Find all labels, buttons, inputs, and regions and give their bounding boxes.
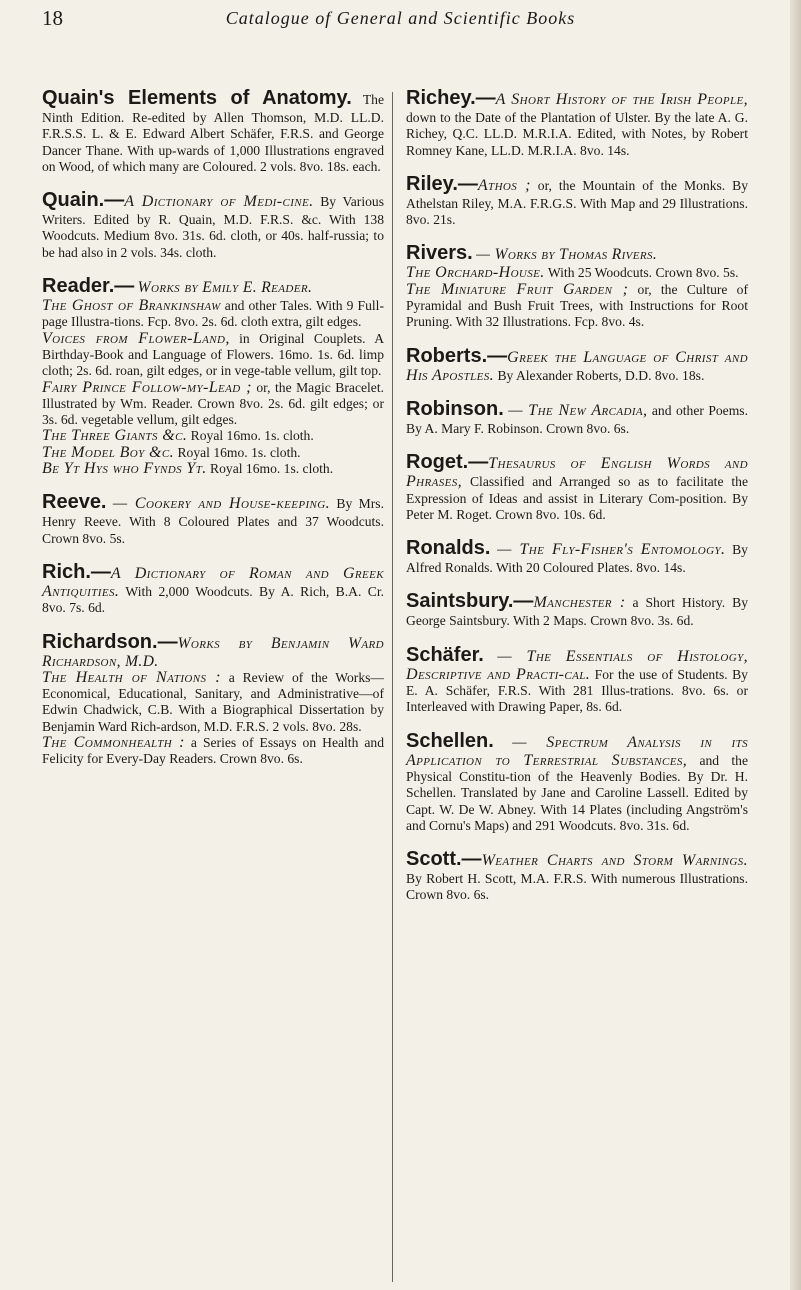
entry-reader <box>42 274 384 477</box>
entry-text: Classified and Arranged so as to facilitate the Expression of Ideas and assist in Literary Com-position. By Peter M. Roget. Crown 8vo. 10s. 6d. <box>406 474 748 522</box>
entry-text: and the Physical Constitu-tion of the Heavenly Bodies. By Dr. H. Schellen. Translated by Jane and Caroline Lassell. Edited by Capt. W. De W. Abney. With 14 Plates (including Angström's and Cornu's Maps) and 291 Woodcuts. 8vo. 31s. 6d. <box>406 752 748 833</box>
book-title: Manchester : <box>533 594 626 612</box>
entry-text: or, the Culture of Pyramidal and Bush Fruit Trees, with Instructions for Root Pruning. With 32 Illustrations. Fcp. 8vo. 4s. <box>406 281 748 330</box>
right-column <box>406 86 748 917</box>
headword: Saintsbury.— <box>406 590 534 613</box>
book-title: — The Essentials of Histology, Descriptive and Practi-cal. <box>406 647 748 683</box>
entry-quains-elements <box>42 86 384 175</box>
book-title: A Short History of the Irish People, <box>495 91 748 108</box>
headword: Reeve. <box>42 491 107 514</box>
left-column <box>42 86 384 781</box>
headword: Robinson. <box>406 397 504 420</box>
book-title: The Miniature Fruit Garden ; <box>406 280 629 298</box>
entry-roget <box>406 450 748 523</box>
headword: Richey.— <box>406 87 496 109</box>
entry-text: and other Poems. By A. Mary F. Robinson. Crown 8vo. 6s. <box>406 402 748 436</box>
headword: Scott.— <box>406 848 482 871</box>
entry-text: By Mrs. Henry Reeve. With 8 Coloured Plates and 37 Woodcuts. Crown 8vo. 5s. <box>42 496 384 546</box>
entry-roberts <box>406 344 748 384</box>
headword: Roget.— <box>406 451 489 474</box>
book-title: Be Yt Hys who Fynds Yt. <box>42 460 207 478</box>
entry-text: With 25 Woodcuts. Crown 8vo. 5s. <box>547 265 739 281</box>
entry-text: or, the Magic Bracelet. Illustrated by Wm. Reader. Crown 8vo. 2s. 6d. gilt edges; or 3s. 6d. vegetable vellum, gilt edges. <box>42 379 384 428</box>
running-header: Catalogue of General and Scientific Books <box>225 8 576 28</box>
headword: Roberts.— <box>406 344 508 367</box>
headword: Schäfer. <box>406 643 484 666</box>
headword: Schellen. <box>406 729 494 752</box>
entry-text: down to the Date of the Plantation of Ulster. By the late A. G. Richey, Q.C. LL.D. M.R.I.A. Edited, with Notes, by Robert Romney Kane, LL.D. M.R.I.A. 8vo. 14s. <box>406 110 748 158</box>
book-title: Greek the Language of Christ and His Apostles. <box>406 348 748 384</box>
entry-ronalds <box>406 536 748 576</box>
book-title: Fairy Prince Follow-my-Lead ; <box>42 378 252 396</box>
headword: Reader.— <box>42 275 135 298</box>
entry-robinson <box>406 397 748 437</box>
entry-reeve <box>42 490 384 547</box>
column-divider <box>392 92 393 1282</box>
book-title: The Three Giants &c. <box>42 427 188 445</box>
book-title: Thesaurus of English Words and Phrases, <box>406 455 748 491</box>
entry-text: By Alfred Ronalds. With 20 Coloured Plates. 8vo. 14s. <box>406 542 748 576</box>
entry-text: or, the Mountain of the Monks. By Athelstan Riley, M.A. F.R.G.S. With Map and 29 Illustrations. 8vo. 21s. <box>406 177 748 228</box>
entry-riley <box>406 172 748 229</box>
book-title: — The New Arcadia, <box>508 401 648 419</box>
entry-text: a Short History. By George Saintsbury. With 2 Maps. Crown 8vo. 3s. 6d. <box>406 595 748 629</box>
headword: Richardson.— <box>42 630 178 653</box>
book-title: — Spectrum Analysis in its Application to Terrestrial Substances, <box>406 733 748 769</box>
entry-text: Royal 16mo. 1s. cloth. <box>210 461 334 477</box>
entry-text: a Review of the Works—Economical, Educational, Sanitary, and Administrative—of Edwin Chadwick, C.B. With a Biographical Dissertation by Benjamin Ward Rich-ardson, M.D. F.R.S. 2 vols. 8vo. 28s. <box>42 669 384 734</box>
entry-saintsbury <box>406 589 748 629</box>
entry-text: a Series of Essays on Health and Felicity for Every-Day Readers. Crown 8vo. 6s. <box>42 735 385 767</box>
book-title: The Model Boy &c. <box>42 443 175 461</box>
book-title: — The Fly-Fisher's Entomology. <box>497 541 726 559</box>
works-heading: — Works by Thomas Rivers. <box>476 246 658 264</box>
entry-richardson <box>42 630 384 768</box>
headword: Ronalds. <box>406 537 491 560</box>
entry-text: By Robert H. Scott, M.A. F.R.S. With numerous Illustrations. Crown 8vo. 6s. <box>406 871 748 903</box>
book-title: A Dictionary of Medi-cine. <box>124 193 314 211</box>
entry-rich <box>42 560 384 617</box>
entry-text: in Original Couplets. A Birthday-Book and Language of Flowers. 16mo. 1s. 6d. limp cloth; 2s. 6d. roan, gilt edges, or in vege-table vellum, gilt top. <box>42 330 385 379</box>
book-title: A Dictionary of Roman and Greek Antiquities. <box>42 564 384 600</box>
entry-richey <box>406 86 748 159</box>
entry-text: With 2,000 Woodcuts. By A. Rich, B.A. Cr. 8vo. 7s. 6d. <box>42 583 384 616</box>
book-title: The Orchard-House. <box>406 264 545 282</box>
headword: Quain.— <box>42 189 125 212</box>
page-edge-shadow <box>790 0 801 1290</box>
entry-text: The Ninth Edition. Re-edited by Allen Thomson, M.D. LL.D. F.R.S.S. L. & E. Edward Albert Schäfer, F.R.S. and George Dancer Thane. With up-wards of 1,000 Illustrations engraved on Wood, of which many are Coloured. 2 vols. 8vo. 18s. each. <box>42 92 385 174</box>
entry-quain <box>42 188 384 261</box>
headword: Quain's Elements of Anatomy. <box>42 87 352 109</box>
entry-text: Royal 16mo. 1s. cloth. <box>177 444 301 460</box>
book-title: The Health of Nations : <box>42 668 221 686</box>
works-heading: Works by Emily E. Reader. <box>137 279 313 297</box>
entry-text: For the use of Students. By E. A. Schäfer, F.R.S. With 281 Illus-trations. 8vo. 6s. or Interleaved with Drawing Paper, 8s. 6d. <box>406 666 748 715</box>
book-title: Athos ; <box>477 176 531 194</box>
book-title: Voices from Flower-Land, <box>42 329 230 347</box>
entry-text: and other Tales. With 9 Full-page Illustra-tions. Fcp. 8vo. 2s. 6d. cloth extra, gilt edges. <box>42 298 384 330</box>
entry-text: Royal 16mo. 1s. cloth. <box>190 428 314 444</box>
book-title: The Commonhealth : <box>42 734 185 752</box>
entry-text: By Alexander Roberts, D.D. 8vo. 18s. <box>497 367 705 383</box>
entry-rivers <box>406 241 748 330</box>
page-number: 18 <box>42 6 63 30</box>
book-title: — Cookery and House-keeping. <box>112 495 331 513</box>
entry-scott <box>406 847 748 904</box>
headword: Rich.— <box>42 560 111 583</box>
book-title: The Ghost of Brankinshaw <box>42 297 221 315</box>
entry-text: By Various Writers. Edited by R. Quain, M.D. F.R.S. &c. With 138 Woodcuts. Medium 8vo. 31s. 6d. cloth, or 40s. half-russia; to be had also in 2 vols. 34s. cloth. <box>42 194 384 260</box>
headword: Rivers. <box>406 242 473 265</box>
works-heading: Works by Benjamin Ward Richardson, M.D. <box>42 634 384 670</box>
entry-schafer <box>406 643 748 716</box>
entry-schellen <box>406 729 748 834</box>
headword: Riley.— <box>406 172 478 195</box>
book-title: Weather Charts and Storm Warnings. <box>481 852 748 870</box>
